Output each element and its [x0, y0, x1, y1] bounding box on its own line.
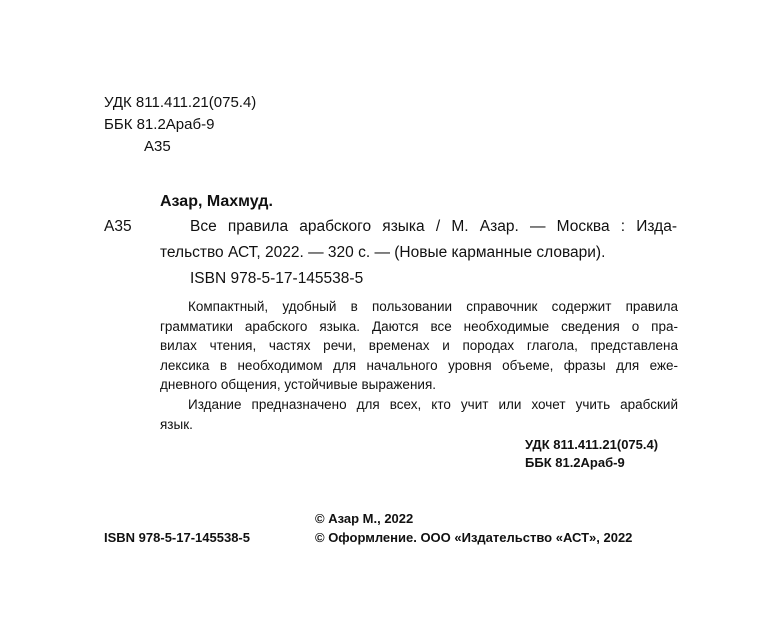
- description-line-2: тельство АСТ, 2022. — 320 с. — (Новые карманные словари).: [160, 244, 606, 261]
- annotation-line: лексика в необходимом для начального уровня объеме, фразы для еже-: [160, 357, 678, 373]
- author-mark-entry: А35: [104, 218, 132, 235]
- udk-code-bottom: УДК 811.411.21(075.4): [525, 437, 659, 452]
- author-heading: Азар, Махмуд.: [160, 193, 273, 210]
- description-line-1: Все правила арабского языка / М. Азар. — Москва : Изда-: [190, 218, 677, 235]
- isbn-footer: ISBN 978-5-17-145538-5: [104, 530, 250, 545]
- copyright-author: © Азар М., 2022: [315, 511, 414, 526]
- bbk-code-top: ББК 81.2Араб-9: [104, 116, 215, 133]
- bbk-code-bottom: ББК 81.2Араб-9: [525, 455, 625, 470]
- author-mark-top: А35: [144, 138, 171, 155]
- annotation-line: грамматики арабского языка. Даются все необходимые сведения о пра-: [160, 318, 678, 334]
- copyright-design: © Оформление. ООО «Издательство «АСТ», 2022: [315, 530, 633, 545]
- isbn-entry: ISBN 978-5-17-145538-5: [190, 270, 364, 287]
- annotation-line: Компактный, удобный в пользовании справочник содержит правила: [188, 299, 678, 314]
- annotation-line: язык.: [160, 416, 193, 432]
- udk-code-top: УДК 811.411.21(075.4): [104, 94, 257, 111]
- annotation-line: вилах чтения, частях речи, временах и породах глагола, представлена: [160, 338, 678, 354]
- annotation: [160, 297, 678, 434]
- annotation-line: Издание предназначено для всех, кто учит или хочет учить арабский: [188, 396, 678, 412]
- annotation-line: дневного общения, устойчивые выражения.: [160, 377, 436, 393]
